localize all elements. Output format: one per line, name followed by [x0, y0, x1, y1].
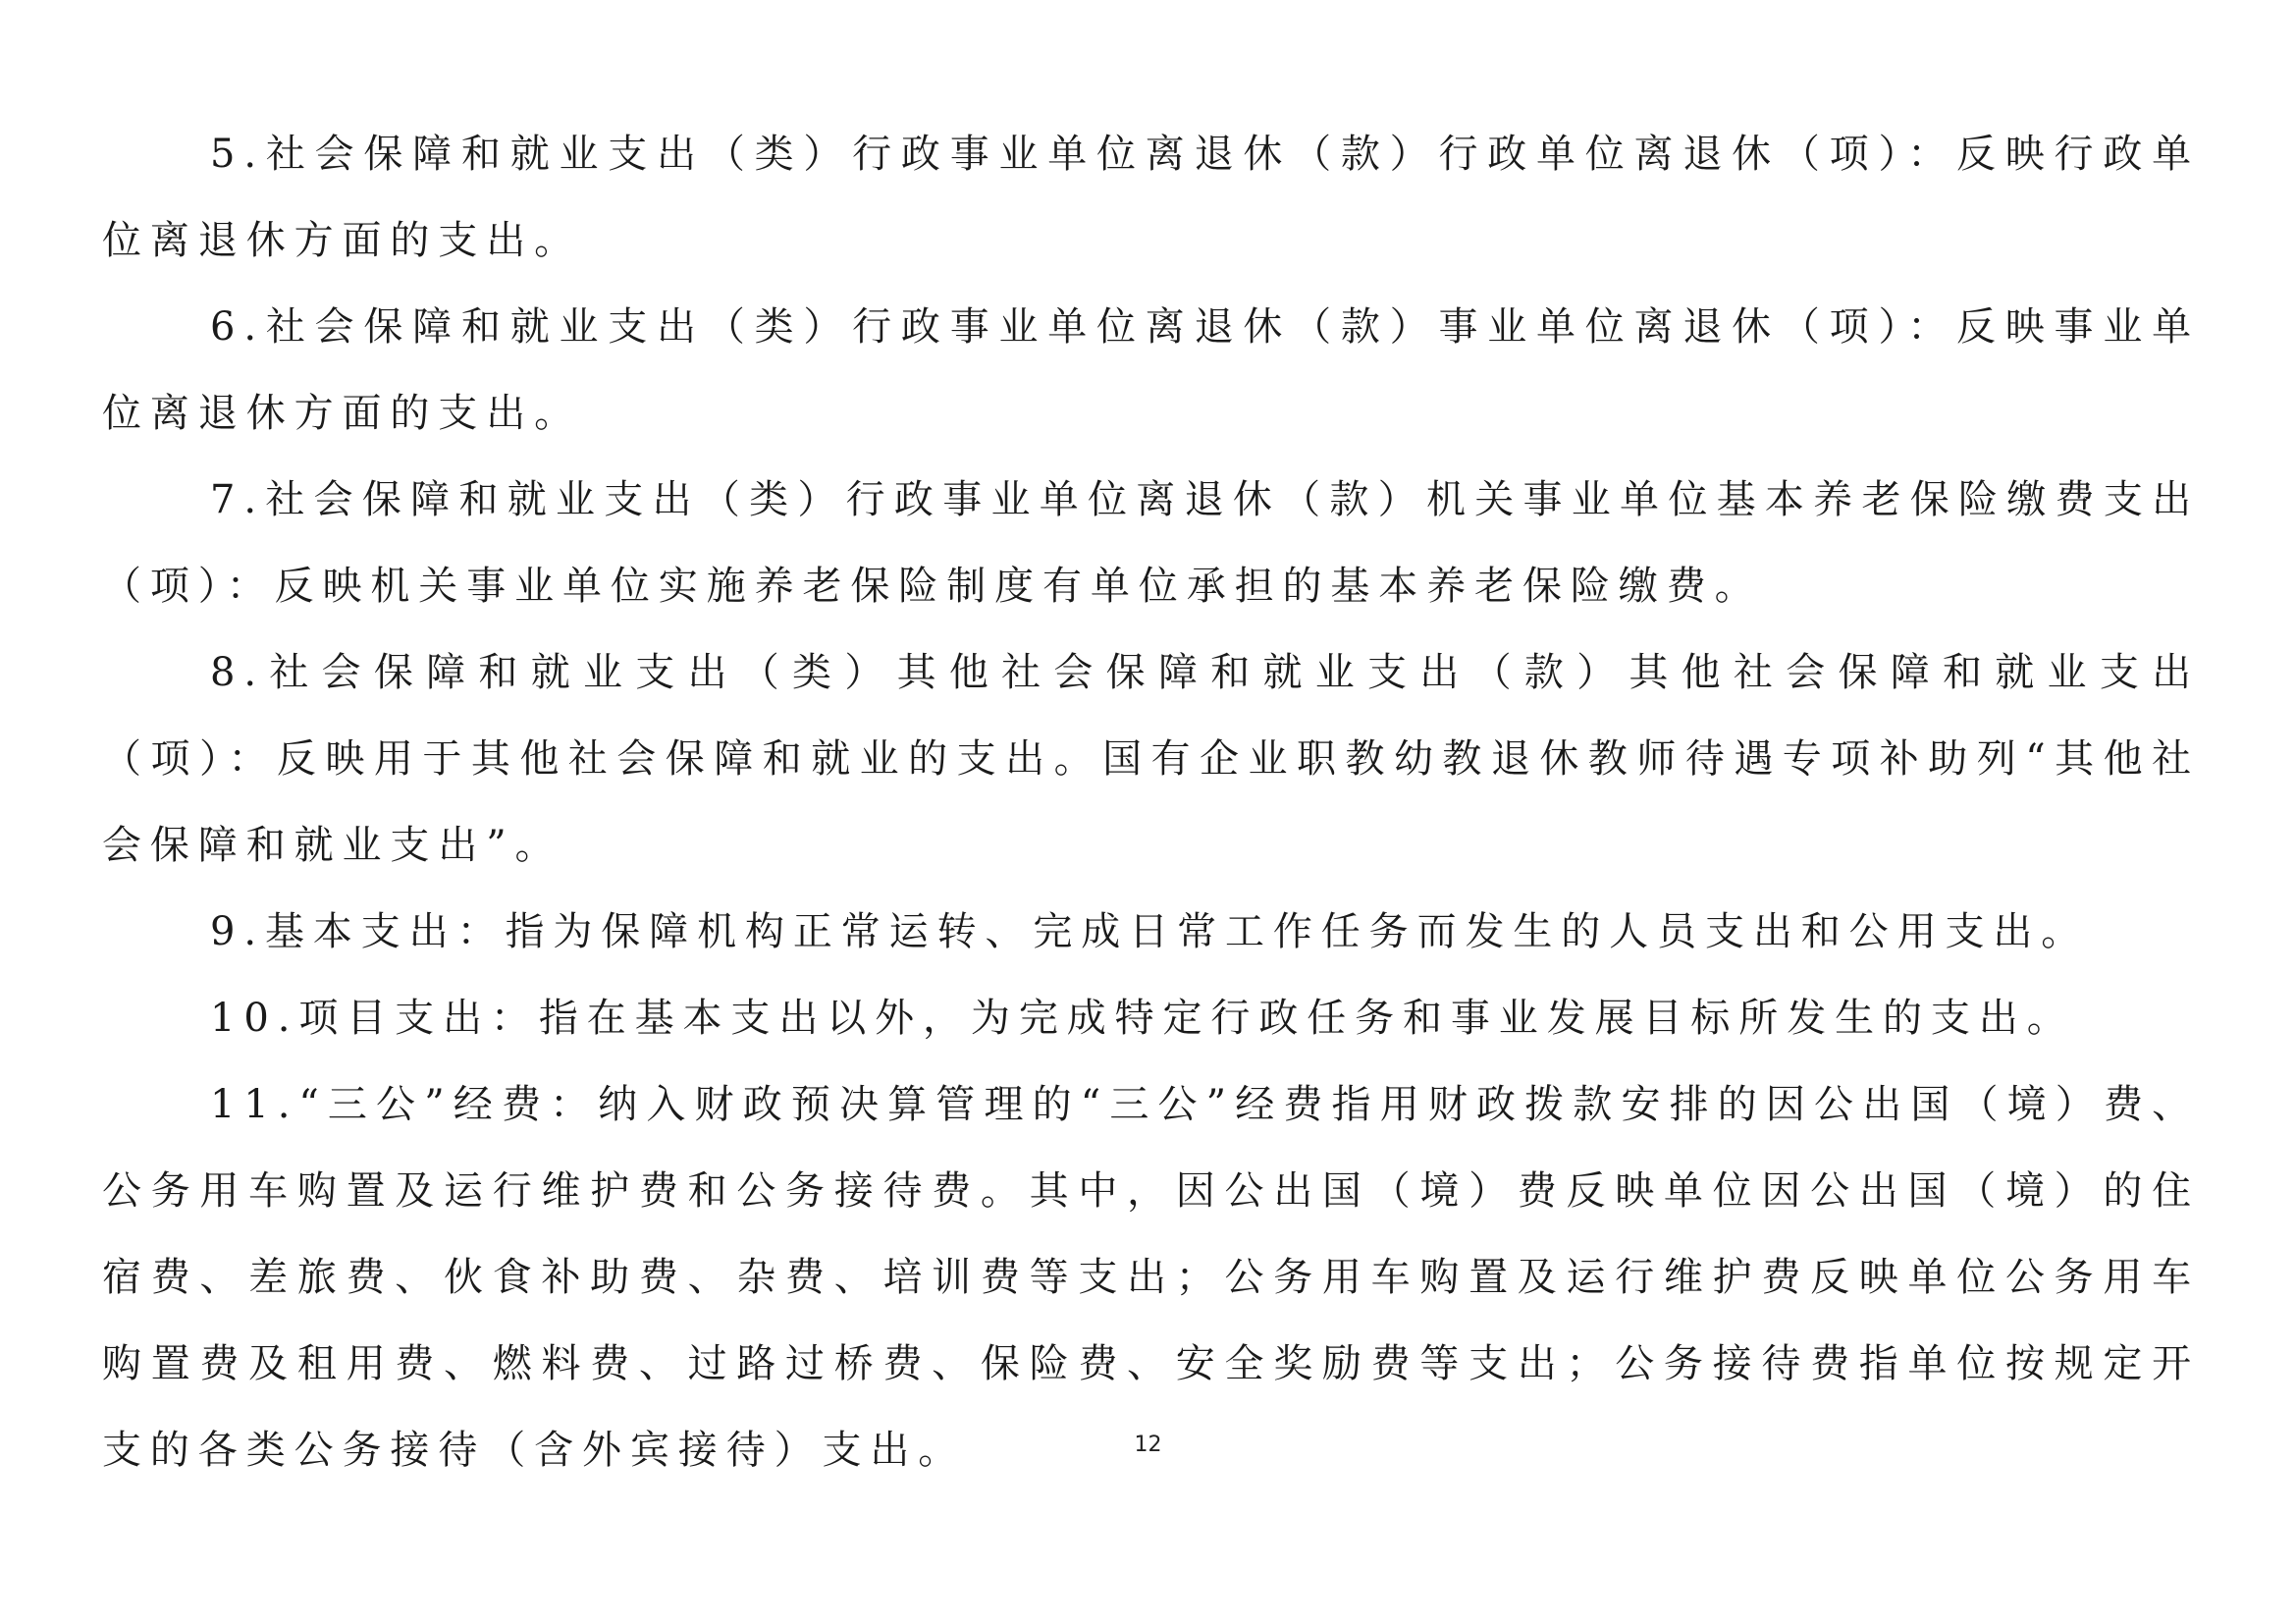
paragraph-item-8: 8.社会保障和就业支出（类）其他社会保障和就业支出（款）其他社会保障和就业支出（项）：反映用于其他社会保障和就业的支出。国有企业职教幼教退休教师待遇专项补助列“其他社会保障和就业支出”。 [102, 650, 2200, 868]
paragraph-item-5: 5.社会保障和就业支出（类）行政事业单位离退休（款）行政单位离退休（项）：反映行政单位离退休方面的支出。 [102, 132, 2200, 263]
page-number: 12 [1134, 1433, 1162, 1457]
paragraph-item-11: 11.“三公”经费：纳入财政预决算管理的“三公”经费指用财政拨款安排的因公出国（境）费、公务用车购置及运行维护费和公务接待费。其中，因公出国（境）费反映单位因公出国（境）的住宿费、差旅费、伙食补助费、杂费、培训费等支出；公务用车购置及运行维护费反映单位公务用车购置费及租用费、燃料费、过路过桥费、保险费、安全奖励费等支出；公务接待费指单位按规定开支的各类公务接待（含外宾接待）支出。 [102, 1082, 2200, 1473]
paragraph-item-7: 7.社会保障和就业支出（类）行政事业单位离退休（款）机关事业单位基本养老保险缴费支出（项）：反映机关事业单位实施养老保险制度有单位承担的基本养老保险缴费。 [102, 477, 2200, 609]
paragraph-item-10: 10.项目支出：指在基本支出以外，为完成特定行政任务和事业发展目标所发生的支出。 [210, 996, 2075, 1041]
document-body [102, 111, 2200, 1493]
paragraph-item-6: 6.社会保障和就业支出（类）行政事业单位离退休（款）事业单位离退休（项）：反映事业单位离退休方面的支出。 [102, 304, 2200, 436]
paragraph-item-9: 9.基本支出：指为保障机构正常运转、完成日常工作任务而发生的人员支出和公用支出。 [210, 909, 2090, 954]
